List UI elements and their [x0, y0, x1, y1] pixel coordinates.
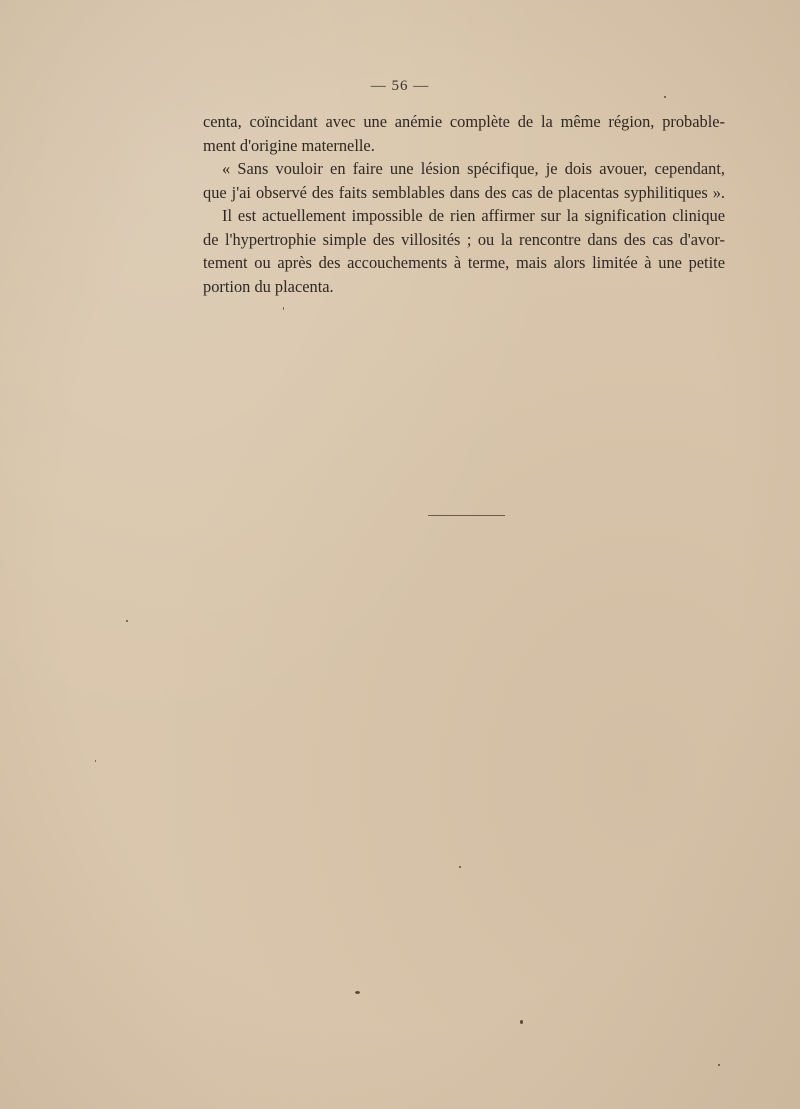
paper-speck — [718, 1064, 720, 1066]
text-line: ment d'origine maternelle. — [203, 135, 375, 155]
section-divider — [428, 515, 505, 516]
text-line: que j'ai observé des faits semblables dans des cas de placentas syphilitiques ». — [203, 182, 725, 202]
paper-speck — [283, 307, 284, 310]
paper-speck — [459, 866, 461, 868]
text-line: de l'hypertrophie simple des villosités ; ou la rencontre dans des cas d'avor- — [203, 229, 725, 249]
text-line: centa, coïncidant avec une anémie complète de la même région, probable- — [203, 112, 725, 131]
text-line: « Sans vouloir en faire une lésion spécifique, je dois avouer, cependant, — [222, 159, 725, 178]
paper-speck — [126, 620, 128, 622]
paper-speck — [664, 96, 666, 98]
paper-speck — [355, 991, 360, 994]
page-number: — 56 — — [370, 78, 430, 94]
paragraph-2 — [203, 157, 725, 204]
text-line: portion du placenta. — [203, 276, 334, 296]
text-line: Il est actuellement impossible de rien affirmer sur la signification clinique — [222, 206, 725, 225]
paper-speck — [520, 1020, 523, 1024]
paragraph-1 — [203, 110, 725, 157]
text-line: tement ou après des accouchements à terme, mais alors limitée à une petite — [203, 253, 725, 272]
paper-speck — [95, 760, 96, 762]
body-text — [203, 110, 725, 298]
paragraph-3 — [203, 204, 725, 298]
